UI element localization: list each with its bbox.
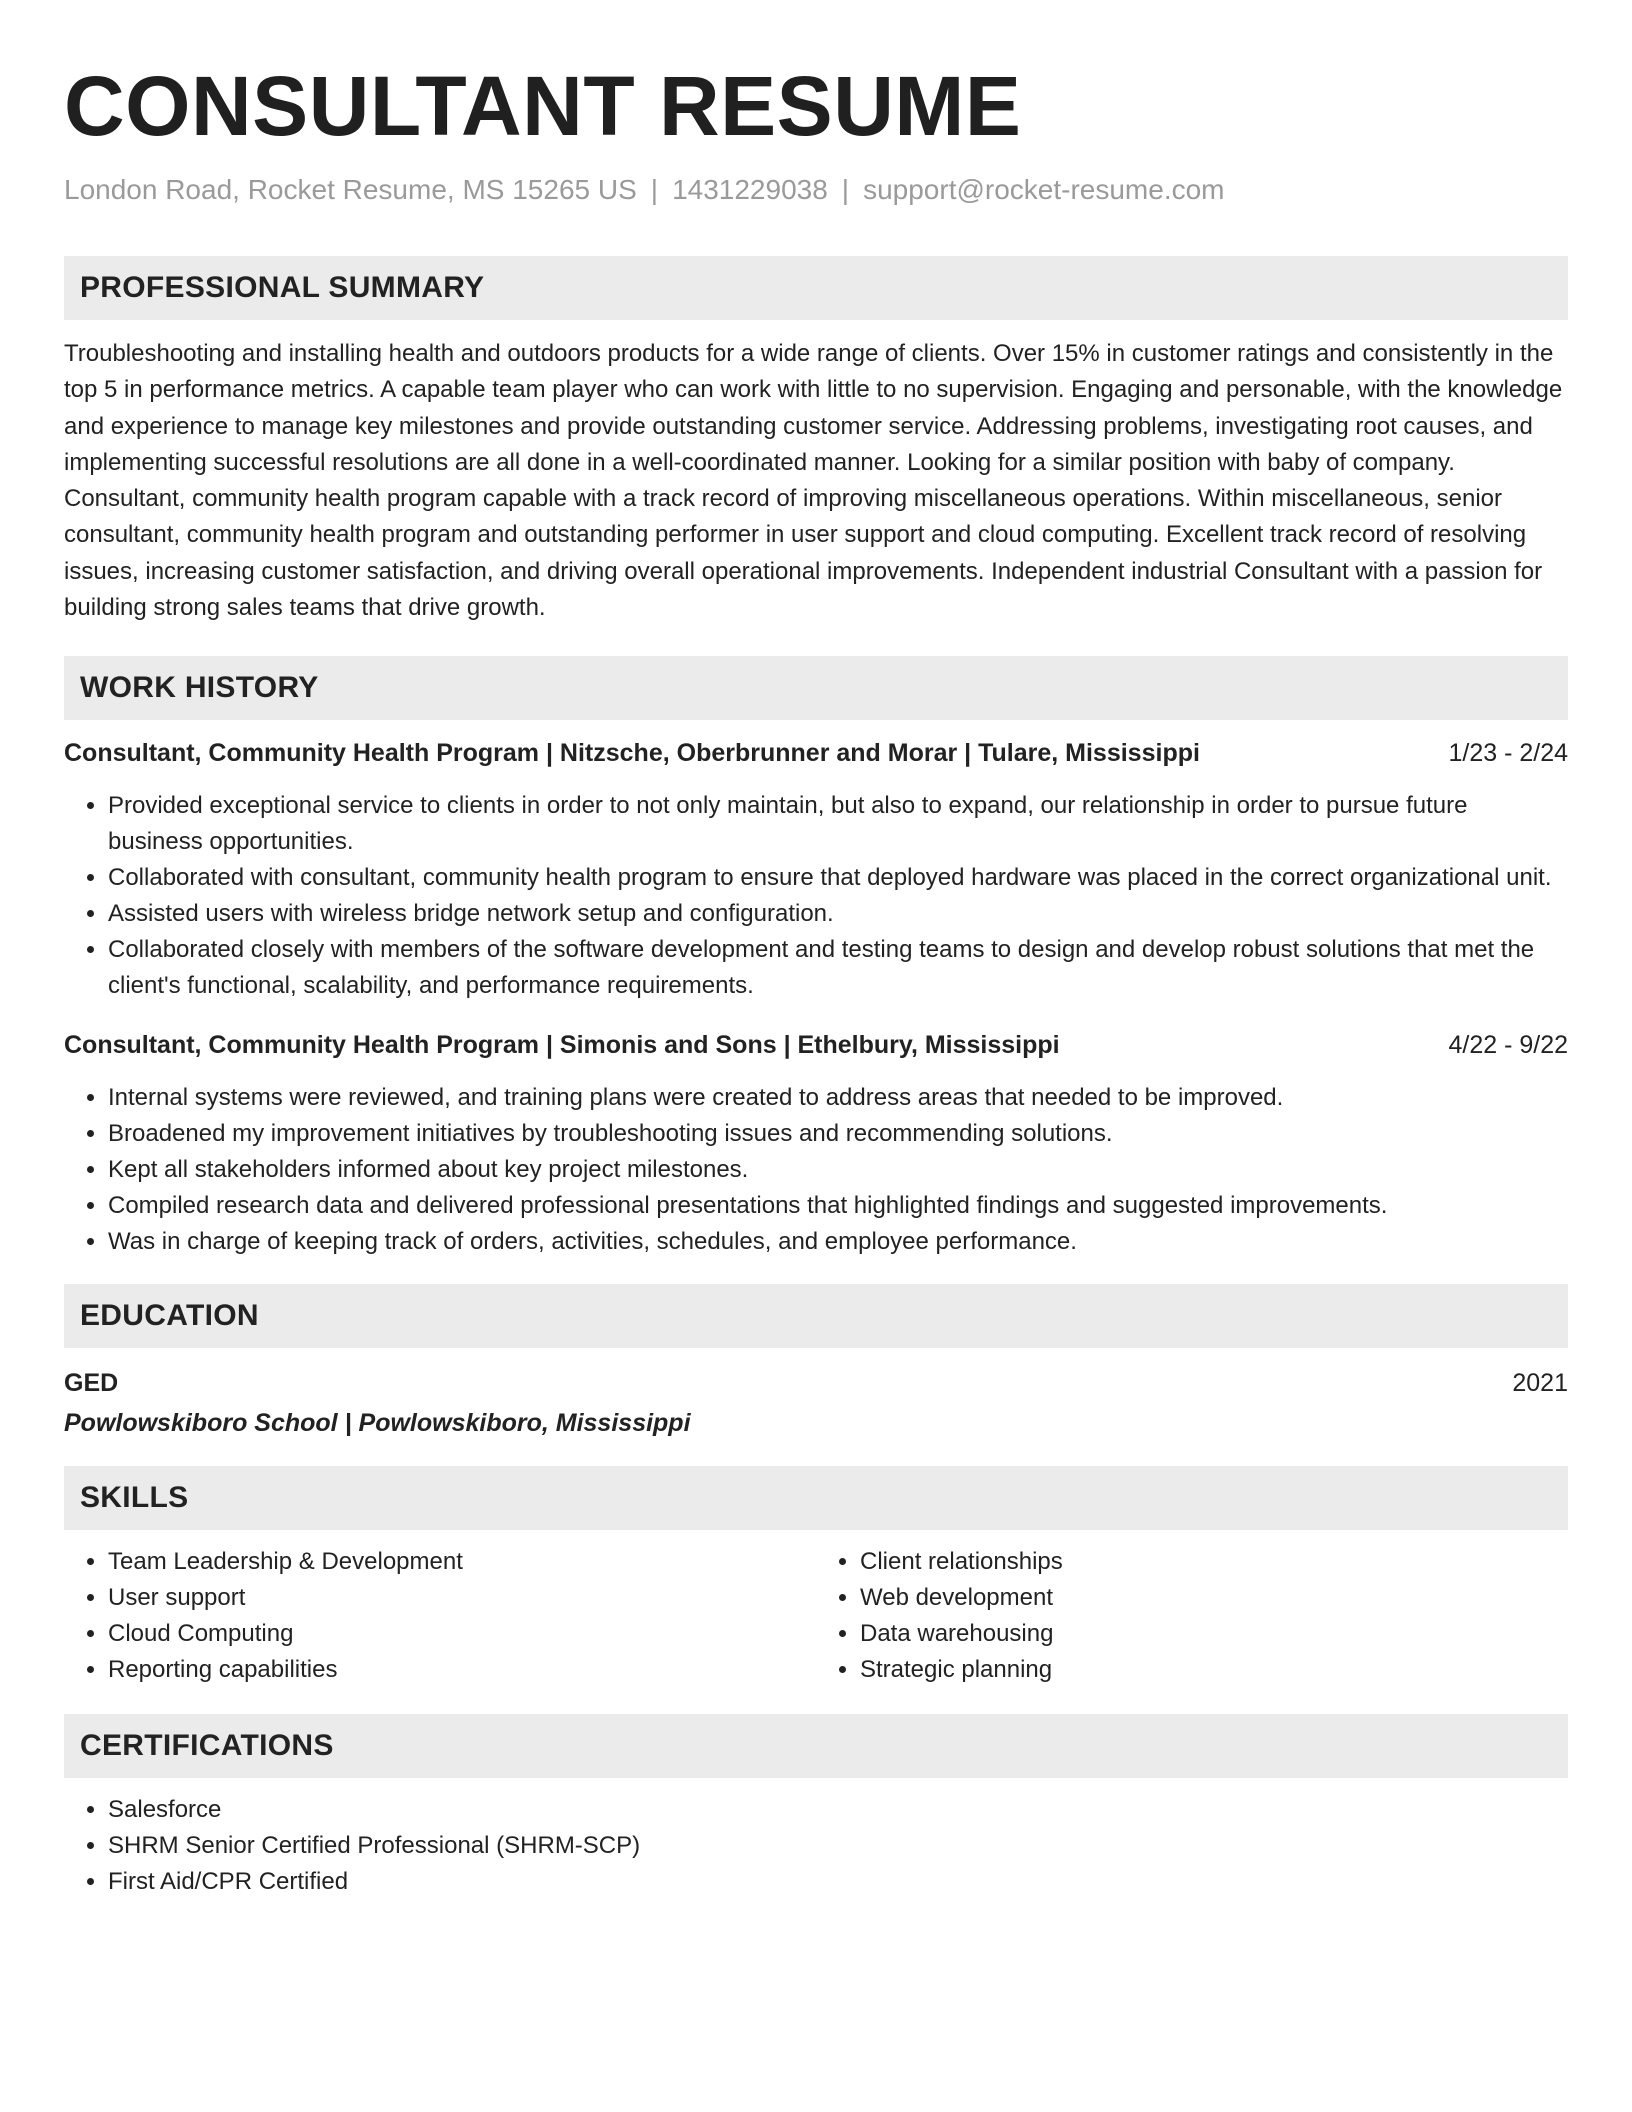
skill-item: • User support [108, 1580, 816, 1616]
job-bullet: • Internal systems were reviewed, and training plans were created to address areas that needed to be improved. [108, 1080, 1568, 1116]
skill-item: • Web development [860, 1580, 1568, 1616]
certification-item: • Salesforce [108, 1792, 1568, 1828]
certification-list [64, 1792, 1568, 1900]
contact-line [64, 174, 1568, 206]
contact-address: London Road, Rocket Resume, MS 15265 US [64, 174, 637, 205]
job-header [64, 736, 1568, 770]
job-bullet: • Collaborated with consultant, community health program to ensure that deployed hardware was placed in the correct organizational unit. [108, 860, 1568, 896]
skill-item: • Strategic planning [860, 1652, 1568, 1688]
section-header-certifications: CERTIFICATIONS [64, 1714, 1568, 1778]
job-dates: 1/23 - 2/24 [1448, 739, 1568, 768]
skill-item: • Cloud Computing [108, 1616, 816, 1652]
skill-item: • Reporting capabilities [108, 1652, 816, 1688]
job-header [64, 1028, 1568, 1062]
contact-email: support@rocket-resume.com [863, 174, 1225, 205]
job-dates: 4/22 - 9/22 [1448, 1031, 1568, 1060]
summary-text: Troubleshooting and installing health and outdoors products for a wide range of clients. Over 15% in customer ratings and consistently in the top 5 in performance metrics. A capable team player who can work with little to no supervision. Engaging and personable, with the knowledge and experience to manage key milestones and provide outstanding customer service. Addressing problems, investigating root causes, and implementing successful resolutions are all done in a well-coordinated manner. Looking for a similar position with baby of company. Consultant, community health program capable with a track record of improving miscellaneous operations. Within miscellaneous, senior consultant, community health program and outstanding performer in user support and cloud computing. Excellent track record of resolving issues, increasing customer satisfaction, and driving overall operational improvements. Independent industrial Consultant with a passion for building strong sales teams that drive growth. [64, 340, 1563, 622]
job-bullets [64, 1080, 1568, 1260]
section-header-education: EDUCATION [64, 1284, 1568, 1348]
skill-item: • Client relationships [860, 1544, 1568, 1580]
section-header-work-history: WORK HISTORY [64, 656, 1568, 720]
contact-phone: 1431229038 [672, 174, 828, 205]
job-bullet: • Compiled research data and delivered professional presentations that highlighted findings and suggested improvements. [108, 1188, 1568, 1224]
section-header-skills: SKILLS [64, 1466, 1568, 1530]
job-bullet: • Was in charge of keeping track of orders, activities, schedules, and employee performance. [108, 1224, 1568, 1260]
job-bullet: • Assisted users with wireless bridge network setup and configuration. [108, 896, 1568, 932]
job-bullet: • Provided exceptional service to clients in order to not only maintain, but also to expand, our relationship in order to pursue future business opportunities. [108, 788, 1568, 860]
education-header [64, 1366, 1568, 1400]
job-bullet: • Kept all stakeholders informed about key project milestones. [108, 1152, 1568, 1188]
contact-separator: | [841, 174, 850, 205]
job-title: Consultant, Community Health Program | Nitzsche, Oberbrunner and Morar | Tulare, Mississippi [64, 739, 1200, 768]
contact-separator: | [650, 174, 659, 205]
skills-column-left [64, 1544, 816, 1688]
section-header-summary: PROFESSIONAL SUMMARY [64, 256, 1568, 320]
job-title: Consultant, Community Health Program | Simonis and Sons | Ethelbury, Mississippi [64, 1031, 1060, 1060]
job-bullet: • Broadened my improvement initiatives by troubleshooting issues and recommending solutions. [108, 1116, 1568, 1152]
certification-item: • SHRM Senior Certified Professional (SHRM-SCP) [108, 1828, 1568, 1864]
education-school: Powlowskiboro School | Powlowskiboro, Mississippi [64, 1409, 691, 1438]
skills-column-right [816, 1544, 1568, 1688]
job-bullet: • Collaborated closely with members of the software development and testing teams to design and develop robust solutions that met the client's functional, scalability, and performance requirements. [108, 932, 1568, 1004]
skill-item: • Data warehousing [860, 1616, 1568, 1652]
certification-item: • First Aid/CPR Certified [108, 1864, 1568, 1900]
skills-grid [64, 1544, 1568, 1688]
skill-item: • Team Leadership & Development [108, 1544, 816, 1580]
job-bullets [64, 788, 1568, 1004]
resume-title: CONSULTANT RESUME [64, 59, 1022, 153]
education-year: 2021 [1512, 1369, 1568, 1398]
education-degree: GED [64, 1369, 119, 1398]
